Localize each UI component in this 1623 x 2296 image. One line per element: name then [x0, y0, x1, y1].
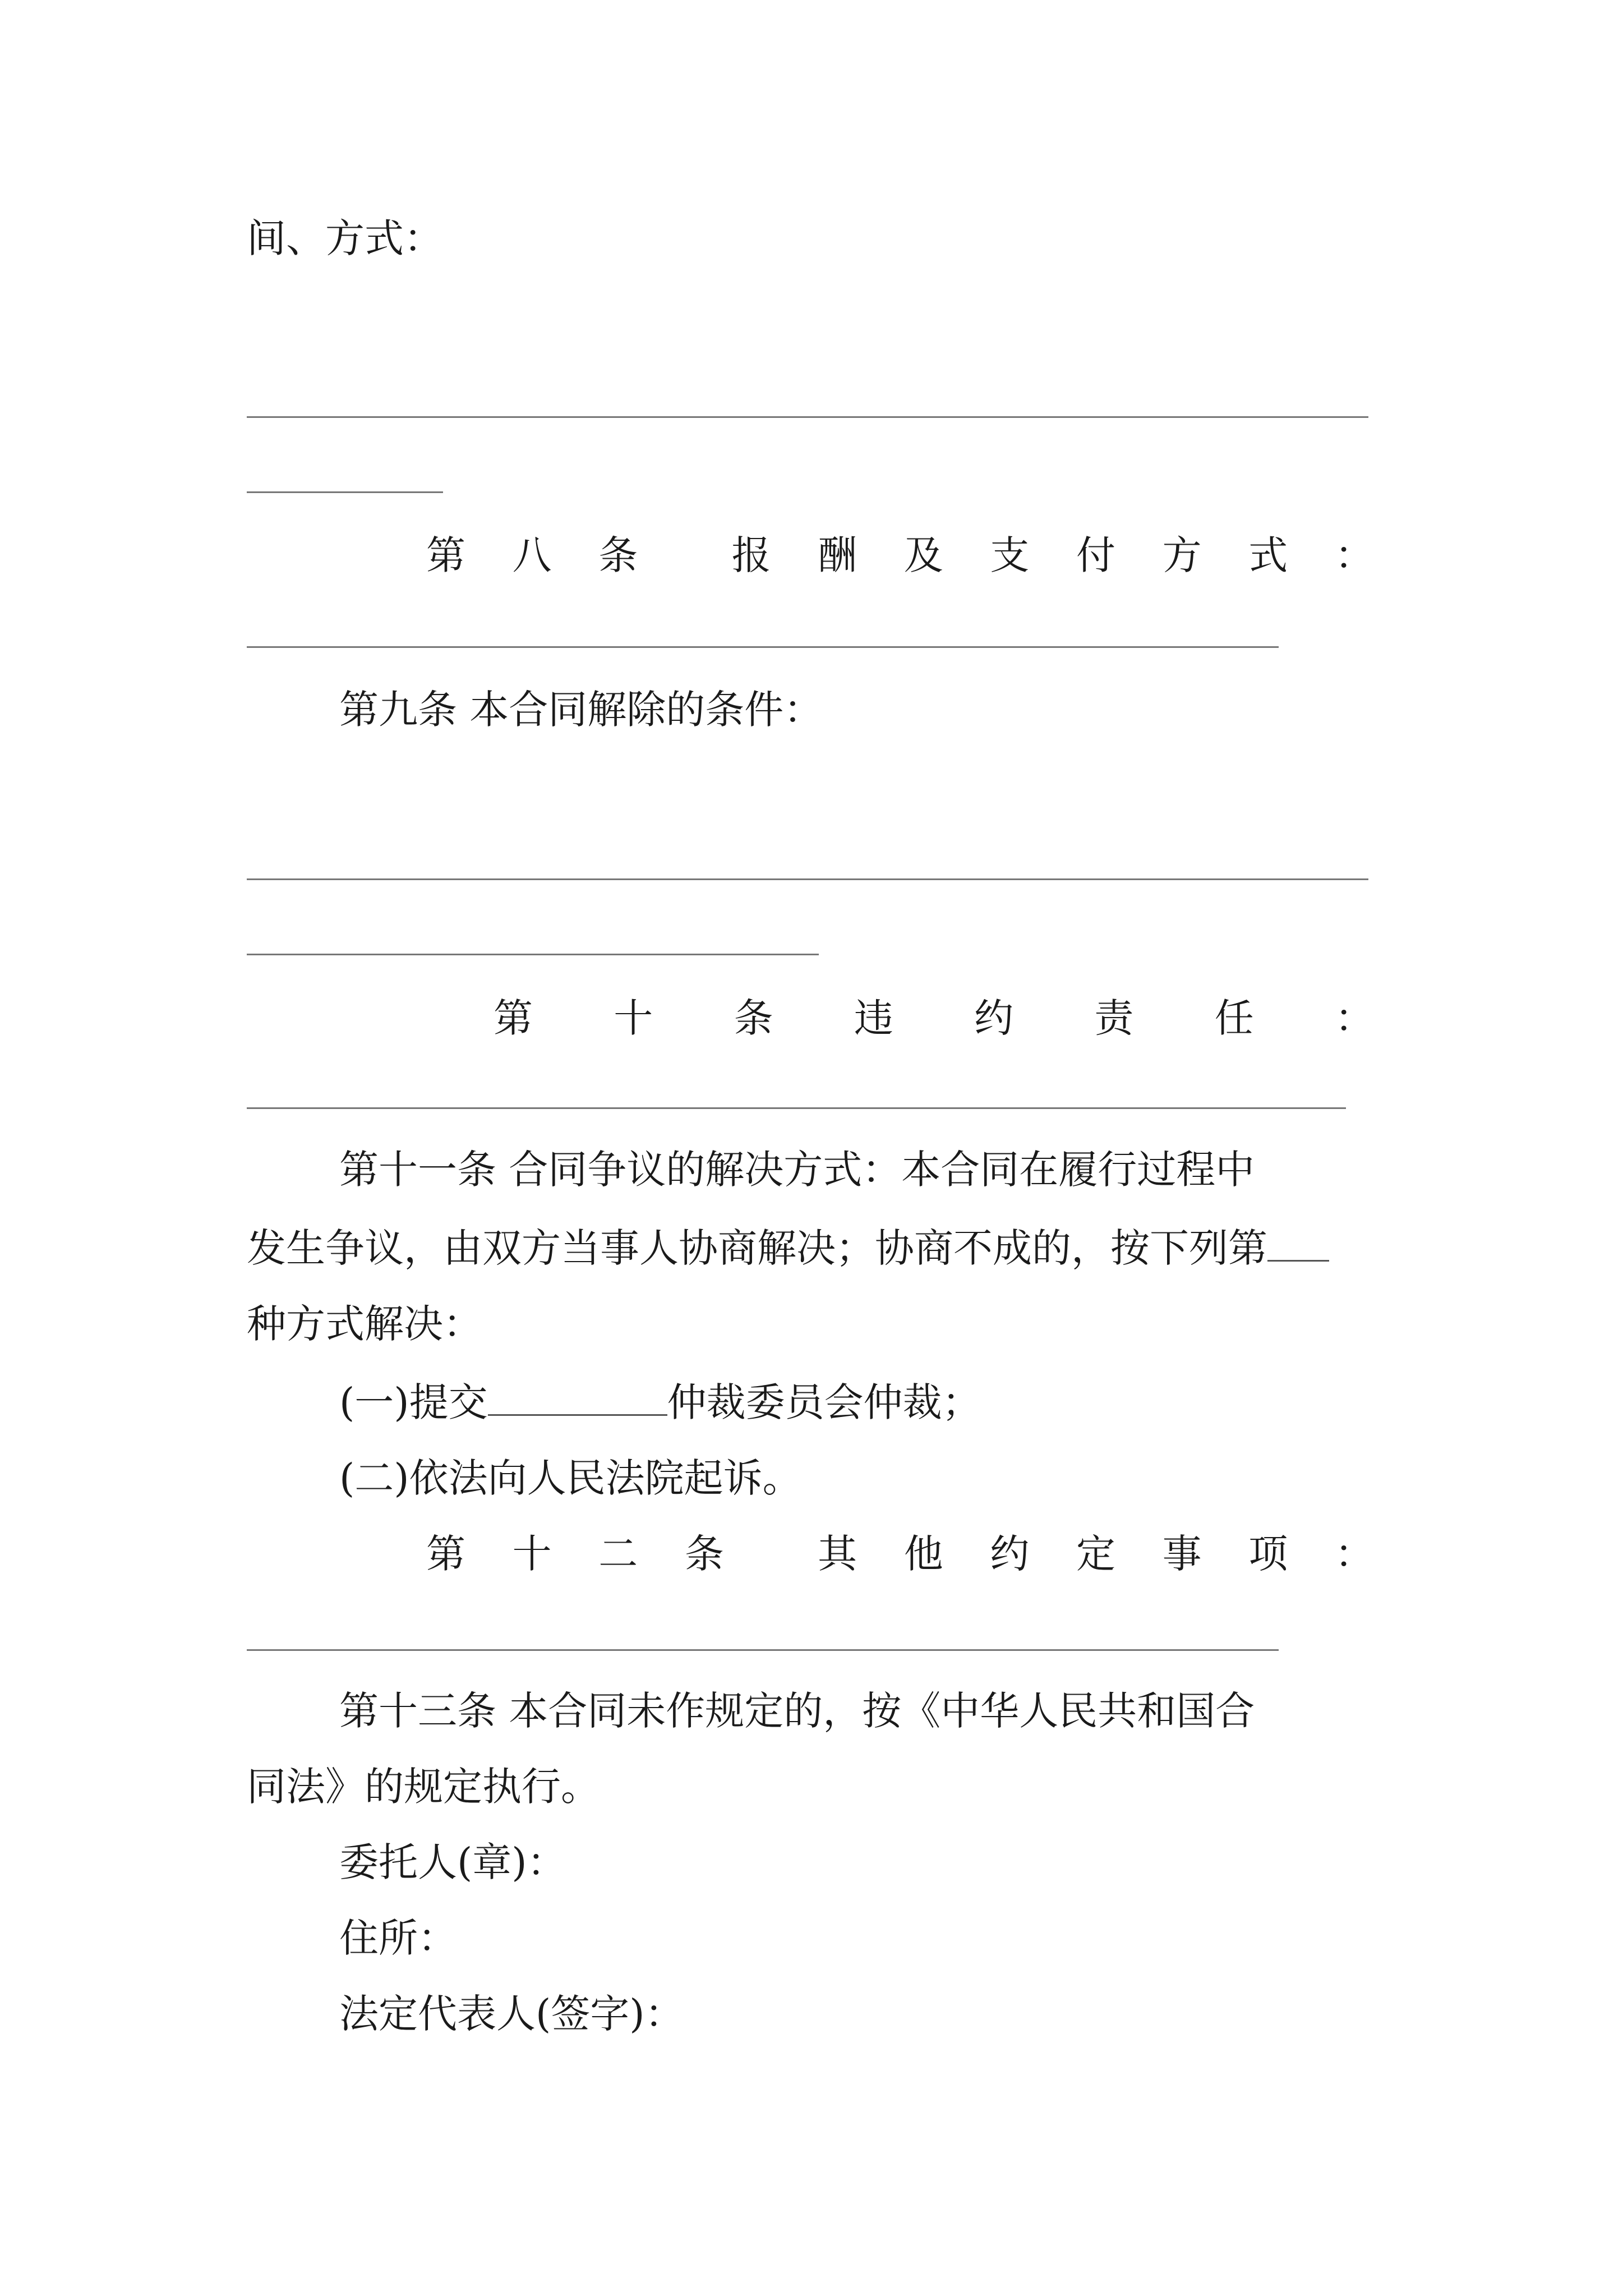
heading-char: 约	[974, 995, 1014, 1041]
article-11-line-2	[247, 1223, 1329, 1273]
article-11-line-3: 种方式解决：	[247, 1301, 482, 1347]
option-2: (二)依法向人民法院起诉。	[339, 1455, 802, 1501]
heading-char: 条	[598, 532, 638, 578]
article-11-line-2-text: 发生争议，由双方当事人协商解决；协商不成的，按下列第	[247, 1225, 1267, 1271]
heading-char: 酬	[818, 532, 857, 578]
heading-char: 方	[1162, 532, 1202, 578]
heading-char: 约	[990, 1531, 1030, 1577]
heading-char: 违	[854, 995, 893, 1041]
article-9-heading: 第九条 本合同解除的条件：	[339, 687, 823, 733]
article-13-line-1: 第十三条 本合同未作规定的，按《中华人民共和国合	[339, 1688, 1255, 1734]
heading-char: 条	[684, 1531, 724, 1577]
heading-char: 支	[990, 532, 1030, 578]
article-11-line-1: 第十一条 合同争议的解决方式：本合同在履行过程中	[339, 1147, 1255, 1193]
heading-char: 报	[731, 532, 771, 578]
heading-char: 责	[1094, 995, 1134, 1041]
heading-char: ：	[1334, 1531, 1374, 1577]
heading-char: 他	[903, 1531, 943, 1577]
continuation-line: 间、方式：	[247, 215, 443, 261]
option-1	[339, 1377, 981, 1428]
fill-in-line	[247, 491, 443, 493]
heading-char: 第	[426, 1531, 465, 1577]
arbitration-blank[interactable]	[488, 1379, 667, 1416]
heading-char: 八	[512, 532, 552, 578]
article-13-line-2: 同法》的规定执行。	[247, 1764, 600, 1810]
heading-char: 事	[1162, 1531, 1202, 1577]
article-12-heading	[426, 1529, 1374, 1579]
heading-char: 任	[1214, 995, 1254, 1041]
choice-blank[interactable]	[1267, 1225, 1329, 1262]
heading-char: 十	[614, 995, 653, 1041]
legal-representative-label: 法定代表人(签字)：	[339, 1991, 684, 2037]
heading-char: 十	[512, 1531, 552, 1577]
fill-in-line	[247, 416, 1368, 418]
heading-char: 项	[1248, 1531, 1288, 1577]
heading-char: 定	[1076, 1531, 1115, 1577]
fill-in-line	[247, 1649, 1279, 1651]
heading-char: ：	[1334, 995, 1374, 1041]
address-label: 住所：	[339, 1915, 457, 1961]
fill-in-line	[247, 878, 1368, 880]
option-1-suffix: 仲裁委员会仲裁；	[667, 1379, 981, 1425]
heading-char: 付	[1076, 532, 1115, 578]
heading-char: 其	[818, 1531, 857, 1577]
heading-char: 式	[1248, 532, 1288, 578]
client-seal-label: 委托人(章)：	[339, 1839, 566, 1885]
fill-in-line	[247, 954, 819, 955]
article-8-heading	[426, 530, 1374, 581]
option-1-prefix: (一)提交	[339, 1379, 488, 1425]
heading-char: 第	[494, 995, 533, 1041]
heading-char: 二	[598, 1531, 638, 1577]
heading-char: 第	[426, 532, 465, 578]
heading-char: 及	[903, 532, 943, 578]
fill-in-line	[247, 646, 1279, 648]
heading-char: 条	[734, 995, 773, 1041]
article-10-heading	[494, 993, 1374, 1043]
fill-in-line	[247, 1107, 1346, 1109]
heading-char: ：	[1334, 532, 1374, 578]
